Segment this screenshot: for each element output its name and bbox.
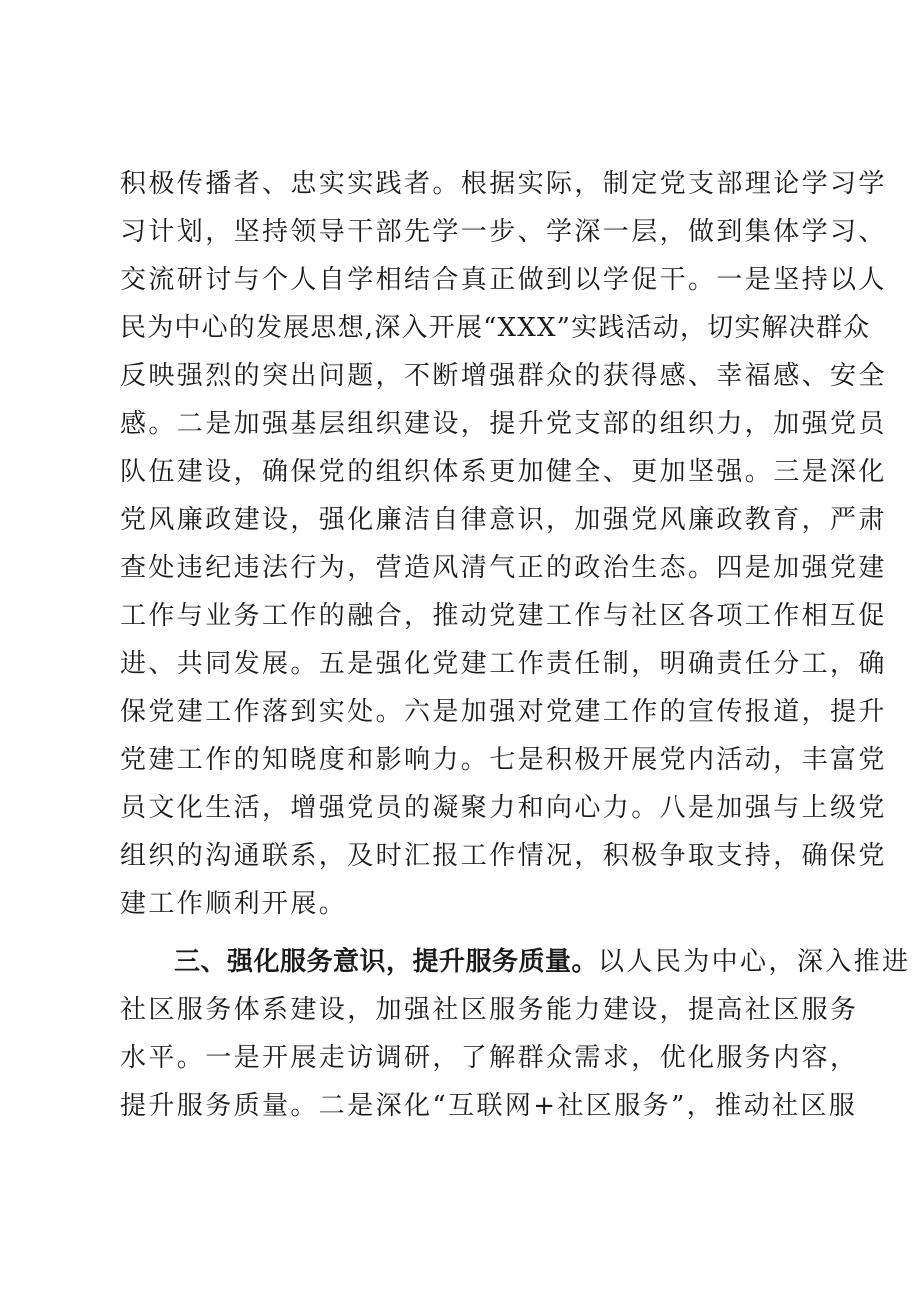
section-3-first-line: [174, 942, 910, 982]
body-text-line: 交流研讨与个人自学相结合真正做到以学促干。一是坚持以人: [120, 265, 887, 295]
body-text-line: 民为中心的发展思想,深入开展“XXX”实践活动，切实解决群众: [120, 313, 871, 343]
body-text-line: 党建工作的知晓度和影响力。七是积极开展党内活动，丰富党: [120, 745, 887, 775]
body-text-line: 查处违纪违法行为，营造风清气正的政治生态。四是加强党建: [120, 553, 887, 583]
body-text-line: 习计划，坚持领导干部先学一步、学深一层，做到集体学习、: [120, 217, 887, 247]
body-text-line: 组织的沟通联系，及时汇报工作情况，积极争取支持，确保党: [120, 841, 887, 871]
body-text-line: 感。二是加强基层组织建设，提升党支部的组织力，加强党员: [120, 409, 887, 439]
body-text-line: 反映强烈的突出问题，不断增强群众的获得感、幸福感、安全: [120, 361, 887, 391]
body-text-line: 进、共同发展。五是强化党建工作责任制，明确责任分工，确: [120, 649, 887, 679]
body-text-line: 员文化生活，增强党员的凝聚力和向心力。八是加强与上级党: [120, 793, 887, 823]
body-text-line: 保党建工作落到实处。六是加强对党建工作的宣传报道，提升: [120, 697, 887, 727]
body-text-line: 建工作顺利开展。: [120, 889, 348, 919]
section-3-heading: 三、强化服务意识，提升服务质量。: [174, 947, 599, 977]
body-text-line: 队伍建设，确保党的组织体系更加健全、更加坚强。三是深化: [120, 457, 887, 487]
body-text-line: 积极传播者、忠实实践者。根据实际，制定党支部理论学习学: [120, 169, 887, 199]
body-text-line: 工作与业务工作的融合，推动党建工作与社区各项工作相互促: [120, 601, 887, 631]
body-text-line: 水平。一是开展走访调研，了解群众需求，优化服务内容，: [120, 1043, 859, 1073]
section-3-intro-text: 以人民为中心，深入推进: [598, 947, 911, 977]
body-text-line: 党风廉政建设，强化廉洁自律意识，加强党风廉政教育，严肃: [120, 505, 887, 535]
body-text-line: 提升服务质量。二是深化“互联网+社区服务”，推动社区服: [120, 1091, 858, 1121]
body-text-line: 社区服务体系建设，加强社区服务能力建设，提高社区服务: [120, 995, 859, 1025]
